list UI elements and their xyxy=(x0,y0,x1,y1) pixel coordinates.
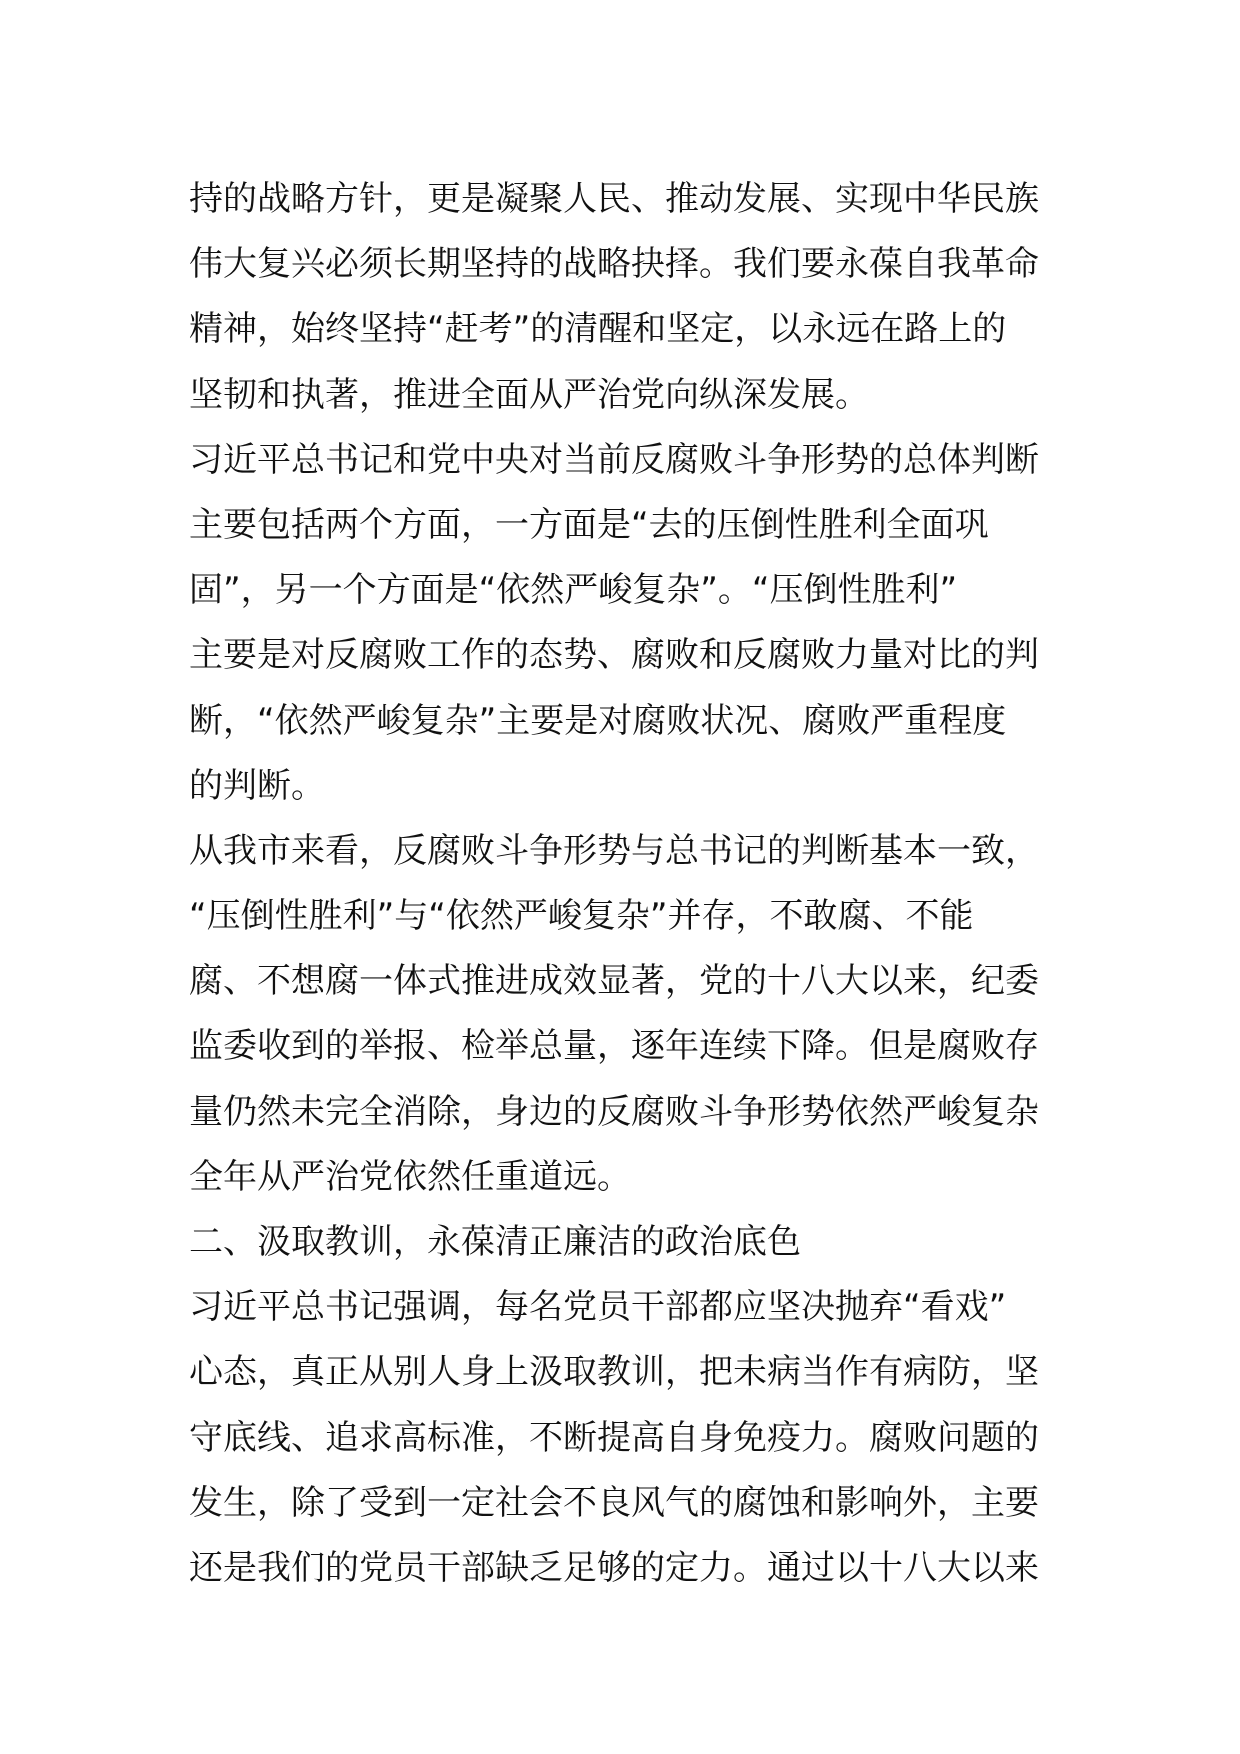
text-line: 伟大复兴必须长期坚持的战略抉择。我们要永葆自我革命 xyxy=(189,244,1039,285)
text-line: 守底线、追求高标准，不断提高自身免疫力。腐败问题的 xyxy=(189,1417,1039,1458)
text-line: 心态，真正从别人身上汲取教训，把未病当作有病防，坚 xyxy=(189,1352,1039,1393)
text-line: 监委收到的举报、检举总量，逐年连续下降。但是腐败存 xyxy=(189,1026,1039,1067)
section-heading: 二、汲取教训，永葆清正廉洁的政治底色 xyxy=(189,1222,801,1262)
text-line: 的判断。 xyxy=(189,765,325,806)
text-line: 发生，除了受到一定社会不良风气的腐蚀和影响外，主要 xyxy=(189,1482,1039,1523)
text-line: 腐、不想腐一体式推进成效显著，党的十八大以来，纪委 xyxy=(189,961,1039,1002)
text-line: 固”，另一个方面是“依然严峻复杂”。“压倒性胜利” xyxy=(189,570,958,611)
text-line: 习近平总书记和党中央对当前反腐败斗争形势的总体判断 xyxy=(189,439,1039,480)
text-line: 量仍然未完全消除，身边的反腐败斗争形势依然严峻复杂 xyxy=(189,1091,1039,1132)
text-line: 主要是对反腐败工作的态势、腐败和反腐败力量对比的判 xyxy=(189,635,1039,676)
text-line: 精神，始终坚持“赶考”的清醒和坚定，以永远在路上的 xyxy=(189,309,1007,350)
text-line: 坚韧和执著，推进全面从严治党向纵深发展。 xyxy=(189,374,869,415)
text-line: 还是我们的党员干部缺乏足够的定力。通过以十八大以来 xyxy=(189,1547,1039,1588)
document-body xyxy=(189,167,1064,1601)
text-line: 断，“依然严峻复杂”主要是对腐败状况、腐败严重程度 xyxy=(189,700,1007,741)
text-line: “压倒性胜利”与“依然严峻复杂”并存，不敢腐、不能 xyxy=(189,896,974,937)
text-line: 全年从严治党依然任重道远。 xyxy=(189,1156,631,1197)
text-line: 持的战略方针，更是凝聚人民、推动发展、实现中华民族 xyxy=(189,179,1039,219)
text-line: 从我市来看，反腐败斗争形势与总书记的判断基本一致， xyxy=(189,830,1039,871)
text-line: 主要包括两个方面，一方面是“去的压倒性胜利全面巩 xyxy=(189,504,989,545)
text-line: 习近平总书记强调，每名党员干部都应坚决抛弃“看戏” xyxy=(189,1287,1007,1328)
